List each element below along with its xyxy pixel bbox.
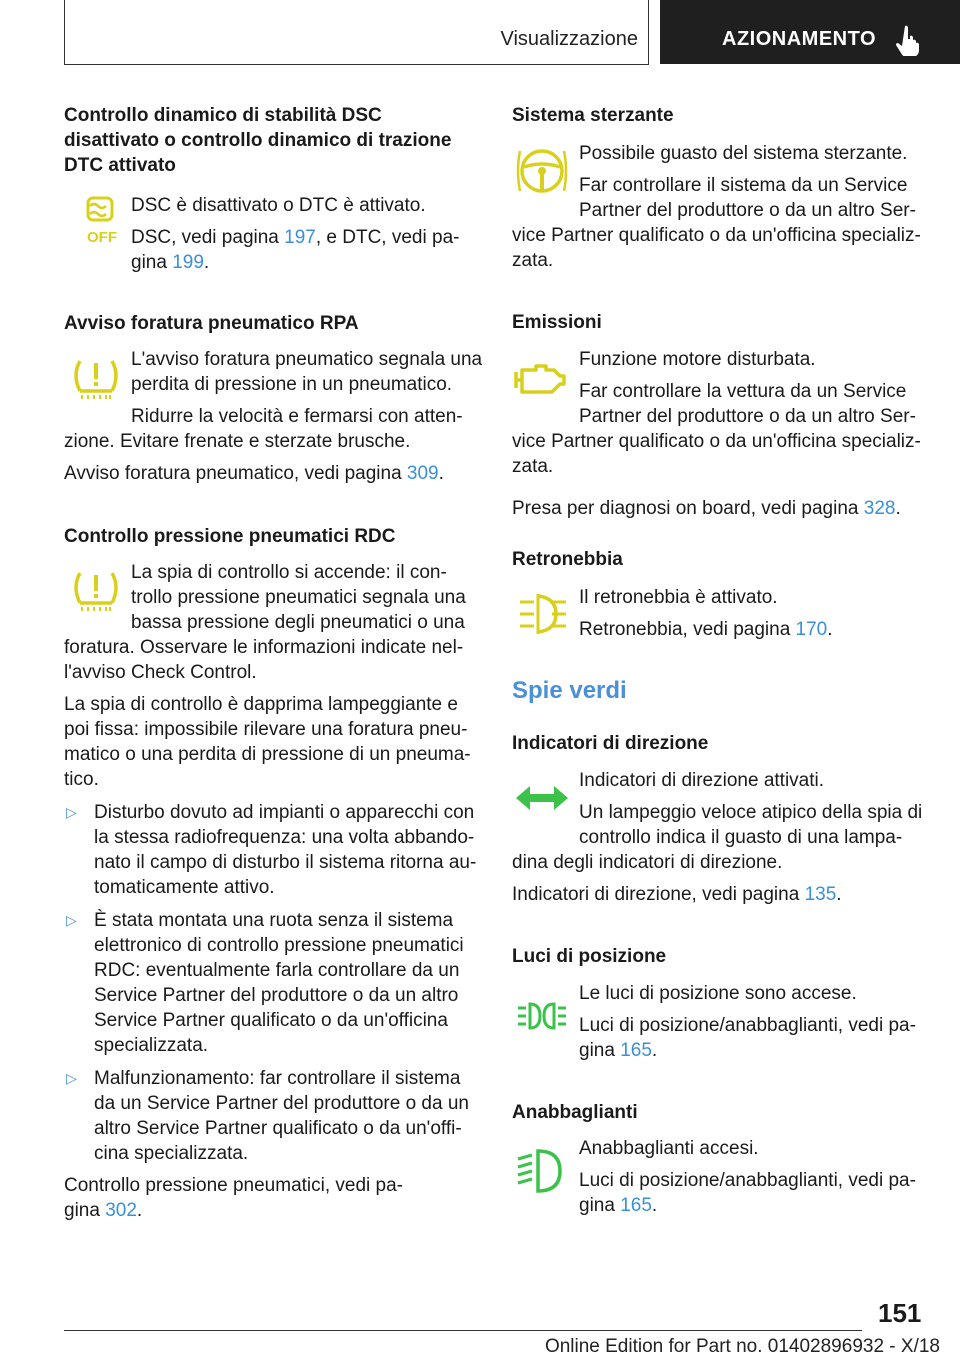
emissions-heading: Emissioni [512, 312, 602, 333]
emissions-line3: Partner del produttore o da un altro Ser- [579, 406, 916, 427]
list-item [64, 1066, 494, 1166]
header-bottom-rule [64, 64, 648, 65]
turn-line2: Un lampeggio veloce atipico della spia di [579, 802, 923, 823]
footer-edition: Online Edition for Part no. 01402896932 - X/18 [544, 1336, 940, 1357]
hand-pointer-icon [893, 24, 923, 56]
position-line1: Le luci di posizione sono accese. [579, 983, 857, 1004]
dsc-p2-c: gina [131, 252, 173, 273]
rdc-heading: Controllo pressione pneumatici RDC [64, 526, 396, 547]
rpa-ref-a: Avviso foratura pneumatico, vedi pagina [64, 463, 407, 484]
turn-line3: controllo indica il guasto di una lampa- [579, 827, 903, 848]
engine-check-icon [512, 350, 568, 406]
bullet3-line4: cina specializzata. [94, 1143, 249, 1164]
rdc-line1: La spia di controllo si accende: il con- [131, 562, 447, 583]
low-beam-icon [514, 1143, 570, 1199]
rdc-line3: bassa pressione degli pneumatici o una [131, 612, 465, 633]
bullet2-line3: RDC: eventualmente farla controllare da un [94, 960, 460, 981]
low-beam-page-link-165[interactable]: 165 [620, 1195, 652, 1216]
footer-rule [64, 1330, 862, 1331]
low-beam-line2: Luci di posizione/anabbaglianti, vedi pa- [579, 1170, 916, 1191]
position-lights-icon [514, 988, 570, 1044]
dsc-p2-b: , e DTC, vedi pa- [315, 227, 460, 248]
dsc-p2 [131, 225, 491, 275]
fog-line1: Il retronebbia è attivato. [579, 587, 778, 608]
steering-wheel-icon [514, 143, 570, 199]
steering-line4: vice Partner qualificato o da un'officina specializ- [512, 225, 921, 246]
dsc-p1: DSC è disattivato o DTC è attivato. [131, 195, 426, 216]
fog-ref-a: Retronebbia, vedi pagina [579, 619, 796, 640]
steering-line3: Partner del produttore o da un altro Ser- [579, 200, 916, 221]
bullet1-line3: nato il campo di disturbo il sistema ritorna au- [94, 852, 477, 873]
tire-pressure-warning-icon [68, 563, 124, 619]
rpa-line3: Ridurre la velocità e fermarsi con atten- [131, 406, 463, 427]
rpa-line4: zione. Evitare frenate e sterzate brusche. [64, 431, 411, 452]
page-number: 151 [878, 1298, 922, 1328]
bullet2-line2: elettronico di controllo pressione pneumatici [94, 935, 464, 956]
tire-pressure-warning-icon [68, 351, 124, 407]
svg-text:OFF: OFF [87, 229, 117, 246]
emissions-line1: Funzione motore disturbata. [579, 349, 816, 370]
fog-ref-b: . [827, 619, 833, 640]
position-ref-a: gina [579, 1040, 621, 1061]
bullet2-line5: Service Partner qualificato o da un'officina [94, 1010, 448, 1031]
dsc-section [64, 103, 484, 178]
turn-signal-heading: Indicatori di direzione [512, 733, 709, 754]
emissions-line5: zata. [512, 456, 554, 477]
steering-text-a [579, 141, 939, 223]
steering-line2: Far controllare il sistema da un Service [579, 175, 908, 196]
rdc-p2-line1: La spia di controllo è dapprima lampeggiante e [64, 694, 458, 715]
rdc-page-link-302[interactable]: 302 [105, 1200, 137, 1221]
rpa-page-link-309[interactable]: 309 [406, 463, 439, 484]
fog-text [579, 585, 939, 642]
dsc-text [131, 193, 491, 275]
emissions-text-a [579, 347, 939, 429]
dsc-off-icon [74, 192, 130, 248]
rdc-p2-line3: matico o una perdita di pressione di un pneuma- [64, 744, 471, 765]
obd-page-link-328[interactable]: 328 [863, 498, 896, 519]
position-ref [579, 1038, 939, 1063]
rdc-bullet-list [64, 800, 494, 1166]
dsc-p2-d: . [203, 252, 210, 273]
list-item [64, 908, 494, 1058]
low-beam-ref [579, 1193, 939, 1218]
rpa-line1: L'avviso foratura pneumatico segnala una [131, 349, 483, 370]
rdc-text-b [64, 635, 494, 792]
rdc-line4: foratura. Osservare le informazioni indicate nel- [64, 637, 464, 658]
position-line2: Luci di posizione/anabbaglianti, vedi pa- [579, 1015, 916, 1036]
turn-ref [512, 882, 942, 907]
bullet1-line2: la stessa radiofrequenza: una volta abbando- [94, 827, 475, 848]
turn-line4: dina degli indicatori di direzione. [512, 852, 783, 873]
dsc-heading-line1: Controllo dinamico di stabilità DSC [64, 105, 382, 126]
dtc-page-link-199[interactable]: 199 [172, 252, 204, 273]
low-beam-line1: Anabbaglianti accesi. [579, 1138, 759, 1159]
emissions-ref-a: Presa per diagnosi on board, vedi pagina [512, 498, 864, 519]
triangle-bullet-icon: ▷ [66, 804, 77, 820]
turn-text-a [579, 768, 939, 850]
bullet2-line1: È stata montata una ruota senza il sistema [94, 910, 454, 931]
fog-heading: Retronebbia [512, 549, 623, 570]
low-beam-ref-b: . [651, 1195, 658, 1216]
emissions-line4: vice Partner qualificato o da un'officina specializ- [512, 431, 921, 452]
rdc-p2-line4: tico. [64, 769, 99, 790]
turn-signal-arrows-icon [514, 770, 570, 826]
emissions-line2: Far controllare la vettura da un Service [579, 381, 907, 402]
bullet3-line2: da un Service Partner del produttore o da un [94, 1093, 469, 1114]
bullet1-line1: Disturbo dovuto ad impianti o apparecchi con [94, 802, 475, 823]
bullet1-line4: tomaticamente attivo. [94, 877, 275, 898]
rear-fog-light-icon [514, 586, 570, 642]
dsc-heading-line3: DTC attivato [64, 155, 176, 176]
rpa-heading: Avviso foratura pneumatico RPA [64, 313, 359, 334]
emissions-text-b [512, 429, 942, 521]
rdc-ref-b: . [136, 1200, 143, 1221]
triangle-bullet-icon: ▷ [66, 912, 77, 928]
bullet3-line1: Malfunzionamento: far controllare il sistema [94, 1068, 461, 1089]
rpa-ref [64, 461, 494, 486]
fog-ref [579, 617, 939, 642]
rdc-ref-a: gina [64, 1200, 106, 1221]
rdc-ref-line1: Controllo pressione pneumatici, vedi pa- [64, 1175, 404, 1196]
turn-page-link-135[interactable]: 135 [804, 884, 837, 905]
dsc-page-link-197[interactable]: 197 [284, 227, 316, 248]
turn-ref-b: . [836, 884, 842, 905]
low-beam-ref-a: gina [579, 1195, 621, 1216]
rdc-line2: trollo pressione pneumatici segnala una [131, 587, 466, 608]
rdc-line5: l'avviso Check Control. [64, 662, 257, 683]
rpa-text-a [131, 347, 491, 429]
turn-text-b [512, 850, 942, 907]
rdc-ref [64, 1173, 494, 1223]
position-lights-heading: Luci di posizione [512, 946, 667, 967]
position-text [579, 981, 939, 1063]
bullet2-line4: Service Partner del produttore o da un altro [94, 985, 459, 1006]
dsc-heading-line2: disattivato o controllo dinamico di trazione [64, 130, 452, 151]
rpa-line2: perdita di pressione in un pneumatico. [131, 374, 453, 395]
turn-ref-a: Indicatori di direzione, vedi pagina [512, 884, 805, 905]
turn-line1: Indicatori di direzione attivati. [579, 770, 825, 791]
rpa-ref-b: . [438, 463, 444, 484]
bullet3-line3: altro Service Partner qualificato o da un'offi- [94, 1118, 462, 1139]
steering-text-b [512, 223, 942, 273]
dsc-heading [64, 103, 484, 178]
dsc-p2-a: DSC, vedi pagina [131, 227, 285, 248]
steering-heading: Sistema sterzante [512, 105, 674, 126]
emissions-ref [512, 496, 942, 521]
rdc-text-a [131, 560, 491, 635]
steering-line1: Possibile guasto del sistema sterzante. [579, 143, 908, 164]
position-page-link-165[interactable]: 165 [620, 1040, 652, 1061]
green-lights-section-title: Spie verdi [512, 677, 627, 704]
position-ref-b: . [651, 1040, 658, 1061]
emissions-ref-b: . [895, 498, 901, 519]
bullet2-line6: specializzata. [94, 1035, 209, 1056]
low-beam-text [579, 1136, 939, 1218]
header-left-rule [64, 0, 65, 64]
fog-page-link-170[interactable]: 170 [795, 619, 828, 640]
header-separator [648, 0, 649, 65]
rdc-p2-line2: poi fissa: impossibile rilevare una foratura pneu- [64, 719, 468, 740]
rpa-text-b [64, 429, 494, 486]
list-item [64, 800, 494, 900]
triangle-bullet-icon: ▷ [66, 1070, 77, 1086]
low-beam-heading: Anabbaglianti [512, 1102, 638, 1123]
steering-line5: zata. [512, 250, 554, 271]
header-chapter-label: AZIONAMENTO [722, 28, 877, 50]
header-section-title: Visualizzazione [500, 28, 638, 50]
